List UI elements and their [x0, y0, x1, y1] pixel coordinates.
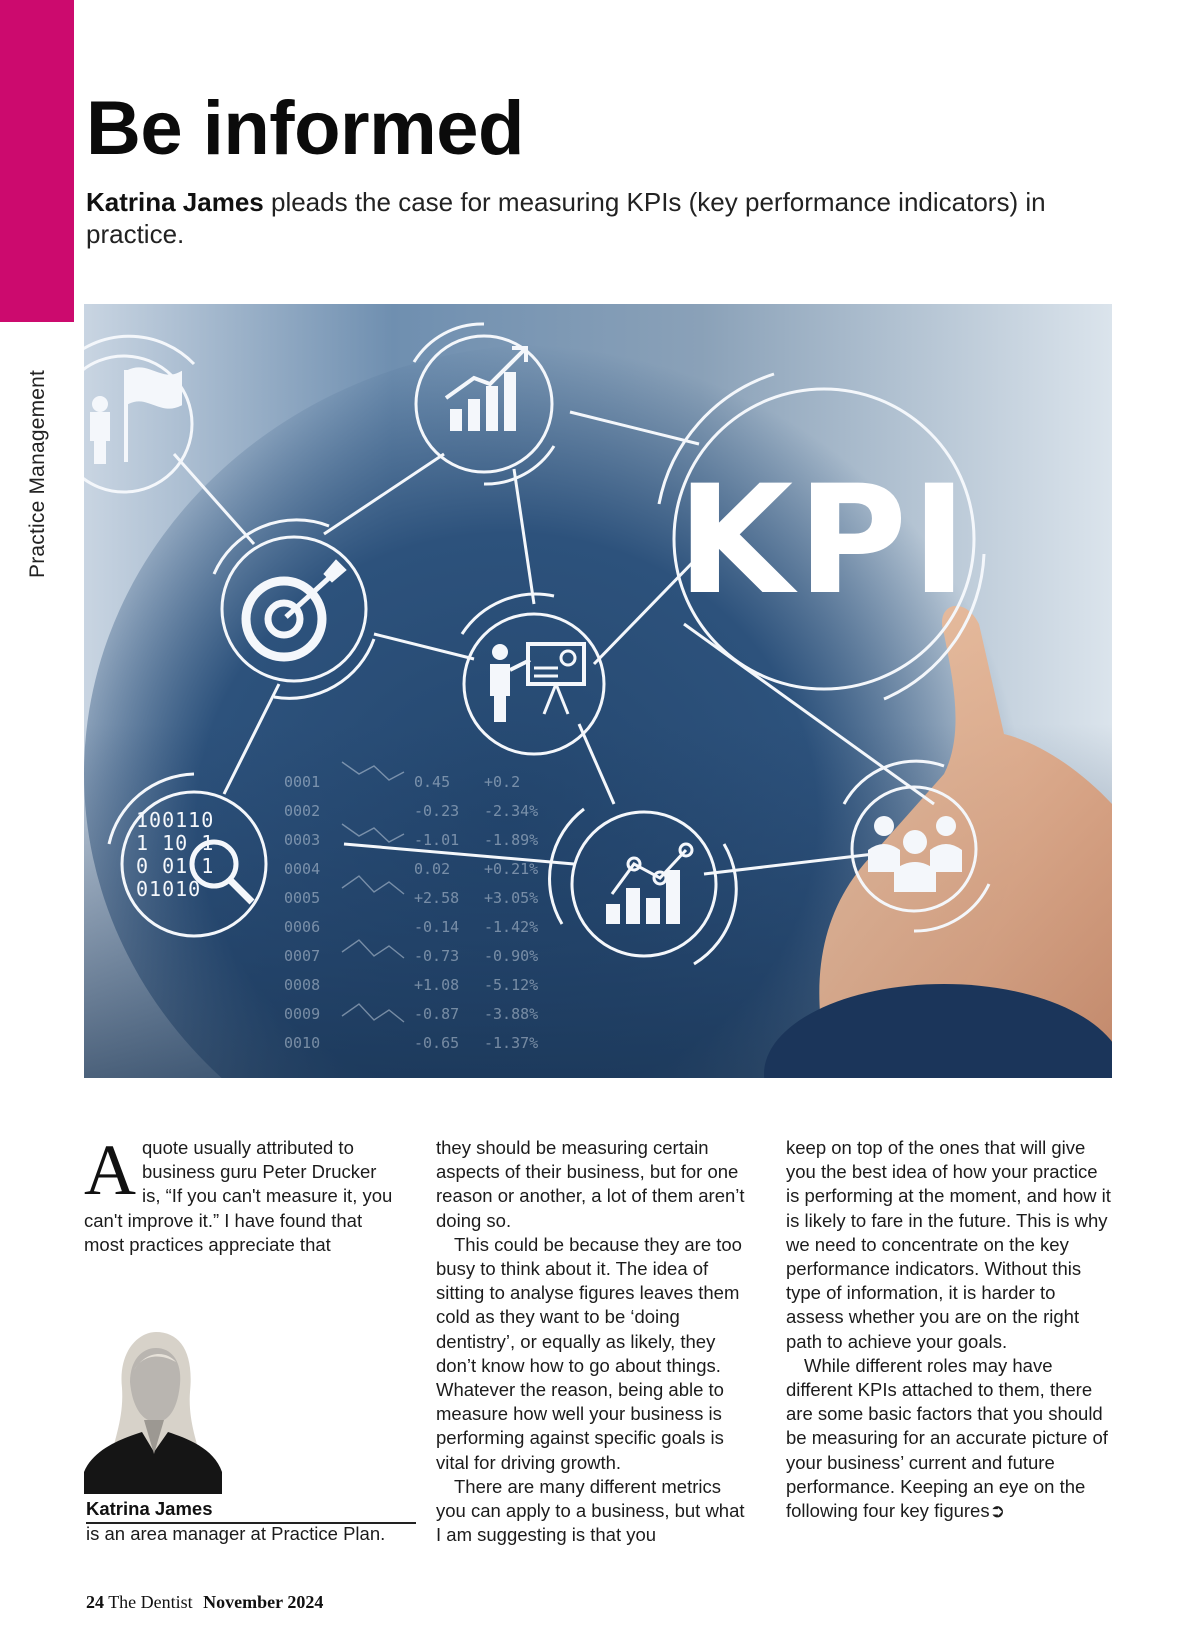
code-8: 0008 — [284, 976, 321, 994]
issue-date: November 2024 — [203, 1592, 324, 1612]
publication-name: The Dentist — [108, 1592, 193, 1612]
code-9: 0009 — [284, 1005, 321, 1023]
drop-cap: A — [84, 1130, 136, 1210]
binary-line-3: 0 01 1 — [136, 854, 215, 878]
change-5: +3.05% — [484, 889, 539, 907]
page-footer — [86, 1592, 323, 1613]
value-4: 0.02 — [414, 860, 451, 878]
value-1: 0.45 — [414, 773, 451, 791]
article-headline: Be informed — [86, 86, 524, 171]
binary-line-2: 1 10 1 — [136, 831, 215, 855]
code-10: 0010 — [284, 1034, 321, 1052]
change-9: -3.88% — [484, 1005, 539, 1023]
page-number: 24 — [86, 1592, 104, 1612]
kpi-hero-image — [84, 304, 1112, 1078]
value-10: -0.65 — [414, 1034, 460, 1052]
change-10: -1.37% — [484, 1034, 539, 1052]
kpi-text: KPI — [677, 454, 971, 628]
paragraph: This could be because they are too busy to think about it. The idea of sitting to analyse figures leaves them cold as they want to be ‘doing dentistry’, or equally as likely, they don’t know how to go about things. Whatever the reason, being able to measure how well your business is performing against specific goals is vital for driving growth. — [436, 1233, 742, 1473]
code-4: 0004 — [284, 860, 321, 878]
section-color-bar — [0, 0, 74, 322]
value-7: -0.73 — [414, 947, 460, 965]
code-2: 0002 — [284, 802, 321, 820]
article-opening-paragraph — [84, 1130, 394, 1257]
code-7: 0007 — [284, 947, 321, 965]
continue-arrow-icon: ➲ — [989, 1500, 1006, 1522]
code-5: 0005 — [284, 889, 321, 907]
value-8: +1.08 — [414, 976, 460, 994]
article-column-2 — [436, 1136, 754, 1547]
author-photo — [84, 1322, 222, 1494]
paragraph — [786, 1354, 1112, 1523]
change-7: -0.90% — [484, 947, 539, 965]
paragraph-text: While different roles may have different KPIs attached to them, there are some basic factors that you should be measuring for an accurate picture of your business’ current and future performance. Keeping an eye on the following four key figures — [786, 1354, 1108, 1522]
standfirst-author: Katrina James — [86, 187, 264, 217]
change-1: +0.2 — [484, 773, 521, 791]
code-1: 0001 — [284, 773, 321, 791]
opening-text: quote usually attributed to business guru Peter Drucker is, “If you can't measure it, you can't improve it.” I have found that most practices appreciate that — [84, 1137, 393, 1255]
value-6: -0.14 — [414, 918, 460, 936]
standfirst-text: pleads the case for measuring KPIs (key performance indicators) in practice. — [86, 187, 1046, 249]
value-3: -1.01 — [414, 831, 460, 849]
change-8: -5.12% — [484, 976, 539, 994]
value-2: -0.23 — [414, 802, 460, 820]
code-6: 0006 — [284, 918, 321, 936]
author-name: Katrina James — [86, 1497, 416, 1524]
article-column-1 — [84, 1130, 394, 1257]
change-6: -1.42% — [484, 918, 539, 936]
paragraph: There are many different metrics you can apply to a business, but what I am suggesting is that you — [436, 1475, 745, 1546]
change-3: -1.89% — [484, 831, 539, 849]
binary-line-4: 01010 — [136, 877, 202, 901]
change-4: +0.21% — [484, 860, 539, 878]
section-label: Practice Management — [26, 369, 49, 578]
paragraph: they should be measuring certain aspects of their business, but for one reason or another, a lot of them aren’t doing so. — [436, 1137, 745, 1231]
change-2: -2.34% — [484, 802, 539, 820]
article-column-3 — [786, 1136, 1112, 1523]
code-3: 0003 — [284, 831, 321, 849]
paragraph: keep on top of the ones that will give you the best idea of how your practice is performing at the moment, and how it is likely to fare in the future. This is why we need to concentrate on the key performance indicators. Without this type of information, it is harder to assess whether you are on the right path to achieve your goals. — [786, 1137, 1111, 1352]
standfirst — [86, 186, 1046, 250]
value-5: +2.58 — [414, 889, 460, 907]
binary-line-1: 100110 — [136, 808, 215, 832]
author-bio: is an area manager at Practice Plan. — [86, 1523, 386, 1544]
value-9: -0.87 — [414, 1005, 460, 1023]
